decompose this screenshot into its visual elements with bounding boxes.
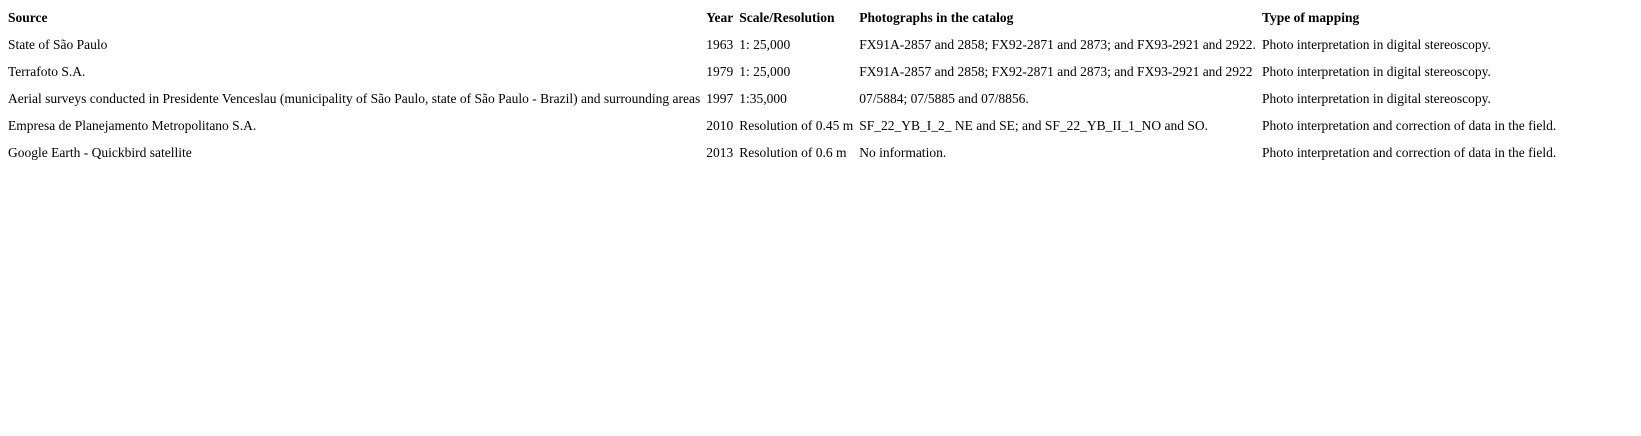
column-header-source: Source xyxy=(8,10,48,25)
cell-type-of-mapping: Photo interpretation in digital stereoscopy. xyxy=(1261,91,1491,106)
cell-scale-resolution: 1: 25,000 xyxy=(739,37,791,52)
cell-scale-resolution: Resolution of 0.6 m xyxy=(739,145,847,160)
table-row xyxy=(5,33,1559,60)
table-row xyxy=(5,141,1559,168)
cell-year: 1963 xyxy=(706,37,734,52)
cell-scale-resolution: Resolution of 0.45 m xyxy=(739,118,854,133)
cell-source: Terrafoto S.A. xyxy=(8,64,86,79)
header-row xyxy=(5,6,1559,33)
cell-photographs: SF_22_YB_I_2_ NE and SE; and SF_22_YB_II_1_NO and SO. xyxy=(859,118,1208,133)
cell-source: Google Earth - Quickbird satellite xyxy=(8,145,192,160)
cell-year: 2013 xyxy=(706,145,734,160)
table-row xyxy=(5,87,1559,114)
cell-type-of-mapping: Photo interpretation in digital stereoscopy. xyxy=(1261,64,1491,79)
cell-year: 2010 xyxy=(706,118,734,133)
table-row xyxy=(5,60,1559,87)
cell-year: 1979 xyxy=(706,64,734,79)
cell-photographs: FX91A-2857 and 2858; FX92-2871 and 2873; and FX93-2921 and 2922 xyxy=(859,64,1253,79)
cell-type-of-mapping: Photo interpretation in digital stereoscopy. xyxy=(1261,37,1491,52)
column-header-type-of-mapping: Type of mapping xyxy=(1261,10,1360,25)
table-container xyxy=(0,0,1641,168)
data-table xyxy=(5,6,1559,168)
column-header-scale-resolution: Scale/Resolution xyxy=(739,10,835,25)
cell-photographs: 07/5884; 07/5885 and 07/8856. xyxy=(859,91,1029,106)
cell-source: Empresa de Planejamento Metropolitano S.A. xyxy=(8,118,257,133)
cell-type-of-mapping: Photo interpretation and correction of data in the field. xyxy=(1261,145,1557,160)
table-header xyxy=(5,6,1559,33)
table-row xyxy=(5,114,1559,141)
cell-scale-resolution: 1: 25,000 xyxy=(739,64,791,79)
table-body xyxy=(5,33,1559,168)
cell-photographs: No information. xyxy=(859,145,947,160)
cell-type-of-mapping: Photo interpretation and correction of data in the field. xyxy=(1261,118,1557,133)
cell-photographs: FX91A-2857 and 2858; FX92-2871 and 2873; and FX93-2921 and 2922. xyxy=(859,37,1256,52)
cell-scale-resolution: 1:35,000 xyxy=(739,91,787,106)
column-header-year: Year xyxy=(706,10,734,25)
cell-source: State of São Paulo xyxy=(8,37,108,52)
cell-year: 1997 xyxy=(706,91,734,106)
column-header-photographs: Photographs in the catalog xyxy=(859,10,1014,25)
cell-source: Aerial surveys conducted in Presidente Venceslau (municipality of São Paulo, state of São Paulo - Brazil) and surrounding areas xyxy=(8,91,701,106)
